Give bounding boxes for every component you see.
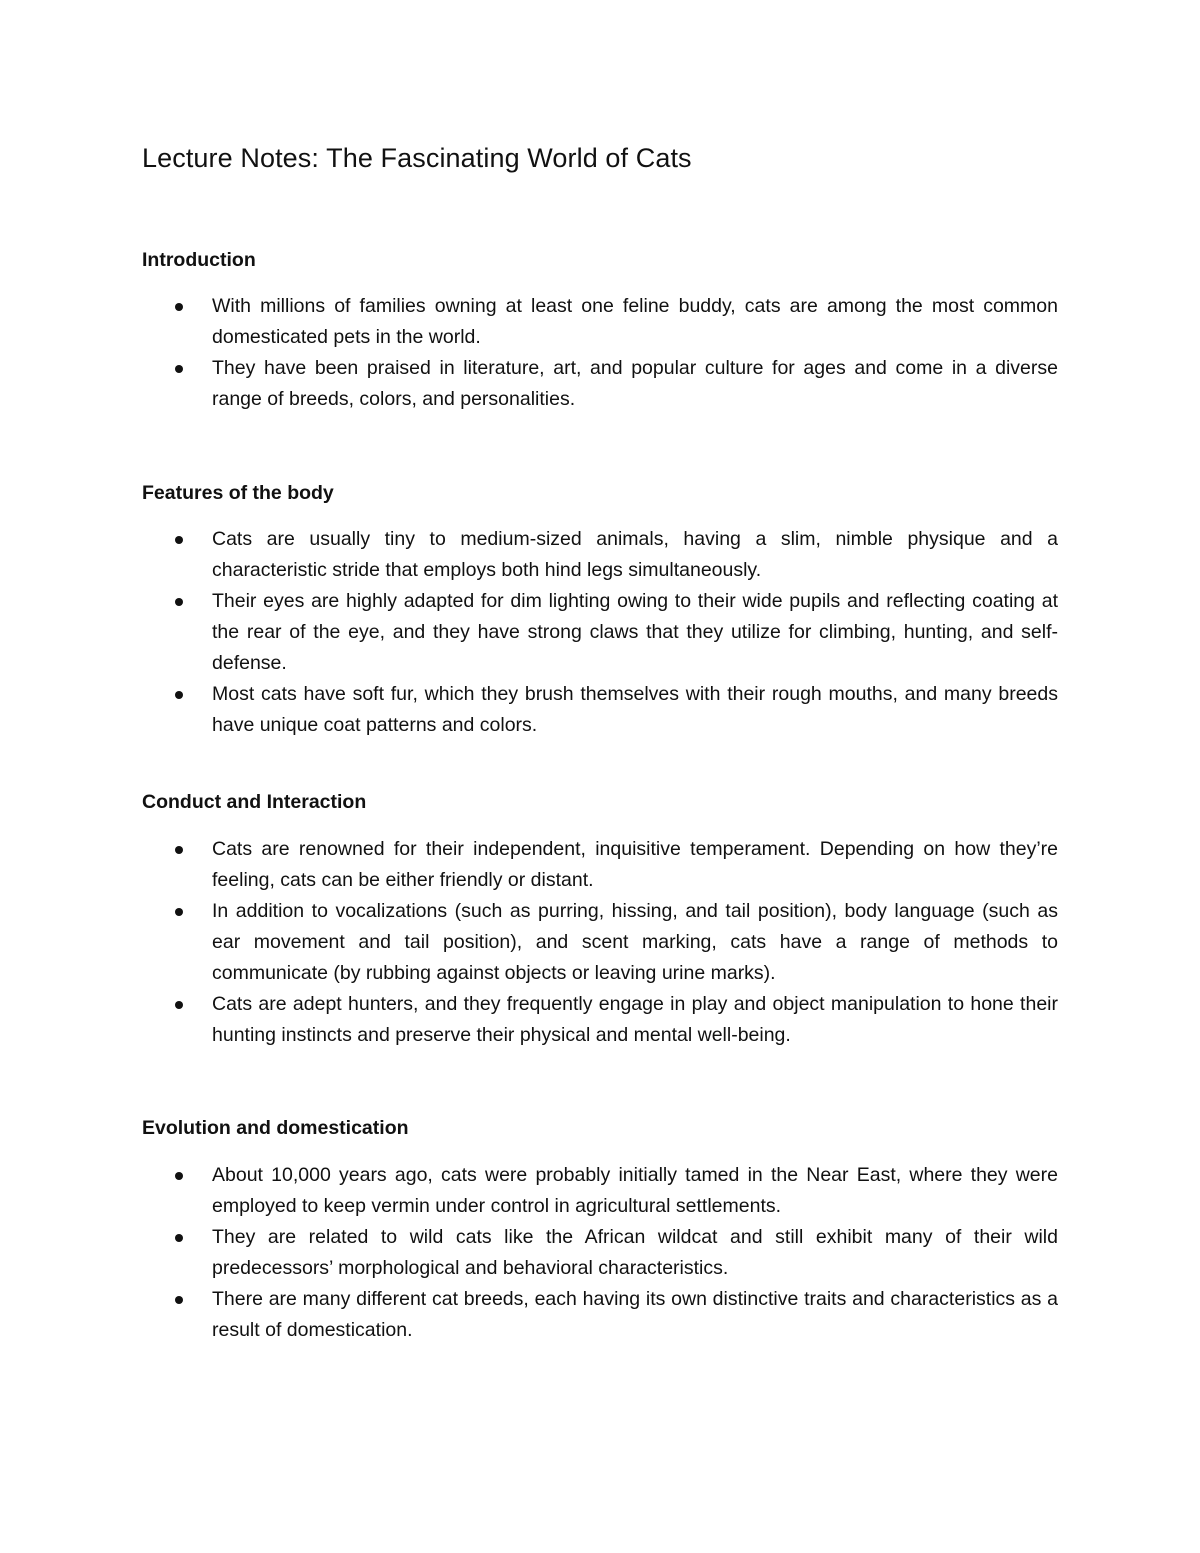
bullet-icon	[175, 1001, 183, 1009]
list-item	[142, 1284, 1058, 1346]
section-heading-features-of-the-body: Features of the body	[142, 482, 334, 504]
list-item-text: Their eyes are highly adapted for dim lighting owing to their wide pupils and reflecting coating at the rear of the eye, and they have strong claws that they utilize for climbing, hunting, and self-defense.	[212, 590, 1058, 674]
list-item	[142, 586, 1058, 679]
bullet-icon	[175, 536, 183, 544]
bullet-icon	[175, 598, 183, 606]
list-item	[142, 524, 1058, 586]
list-item-text: Most cats have soft fur, which they brush themselves with their rough mouths, and many breeds have unique coat patterns and colors.	[212, 683, 1058, 736]
list-item	[142, 1222, 1058, 1284]
bullet-list-features-of-the-body	[142, 524, 1058, 741]
list-item	[142, 291, 1058, 353]
list-item-text: Cats are renowned for their independent, inquisitive temperament. Depending on how they’re feeling, cats can be either friendly or distant.	[212, 838, 1058, 891]
list-item-text: With millions of families owning at least one feline buddy, cats are among the most common domesticated pets in the world.	[212, 295, 1058, 348]
bullet-list-conduct-and-interaction	[142, 834, 1058, 1051]
list-item-text: In addition to vocalizations (such as purring, hissing, and tail position), body language (such as ear movement and tail position), and scent marking, cats have a range of methods to communicate (by rubbing against objects or leaving urine marks).	[212, 900, 1058, 984]
bullet-icon	[175, 691, 183, 699]
bullet-icon	[175, 908, 183, 916]
list-item-text: About 10,000 years ago, cats were probably initially tamed in the Near East, where they were employed to keep vermin under control in agricultural settlements.	[212, 1164, 1058, 1217]
list-item-text: Cats are usually tiny to medium-sized animals, having a slim, nimble physique and a characteristic stride that employs both hind legs simultaneously.	[212, 528, 1058, 581]
list-item	[142, 989, 1058, 1051]
document-title: Lecture Notes: The Fascinating World of Cats	[142, 143, 692, 173]
bullet-list-introduction	[142, 291, 1058, 415]
list-item-text: Cats are adept hunters, and they frequently engage in play and object manipulation to hone their hunting instincts and preserve their physical and mental well-being.	[212, 993, 1058, 1046]
bullet-icon	[175, 1234, 183, 1242]
section-heading-conduct-and-interaction: Conduct and Interaction	[142, 791, 367, 813]
section-heading-evolution-and-domestication: Evolution and domestication	[142, 1117, 409, 1139]
list-item	[142, 834, 1058, 896]
list-item-text: There are many different cat breeds, each having its own distinctive traits and characteristics as a result of domestication.	[212, 1288, 1058, 1341]
section-heading-introduction: Introduction	[142, 249, 256, 271]
bullet-icon	[175, 303, 183, 311]
list-item	[142, 896, 1058, 989]
list-item-text: They have been praised in literature, art, and popular culture for ages and come in a diverse range of breeds, colors, and personalities.	[212, 357, 1058, 410]
list-item	[142, 353, 1058, 415]
bullet-list-evolution-and-domestication	[142, 1160, 1058, 1346]
bullet-icon	[175, 1296, 183, 1304]
bullet-icon	[175, 365, 183, 373]
bullet-icon	[175, 1172, 183, 1180]
list-item	[142, 1160, 1058, 1222]
list-item	[142, 679, 1058, 741]
bullet-icon	[175, 846, 183, 854]
list-item-text: They are related to wild cats like the African wildcat and still exhibit many of their wild predecessors’ morphological and behavioral characteristics.	[212, 1226, 1058, 1279]
